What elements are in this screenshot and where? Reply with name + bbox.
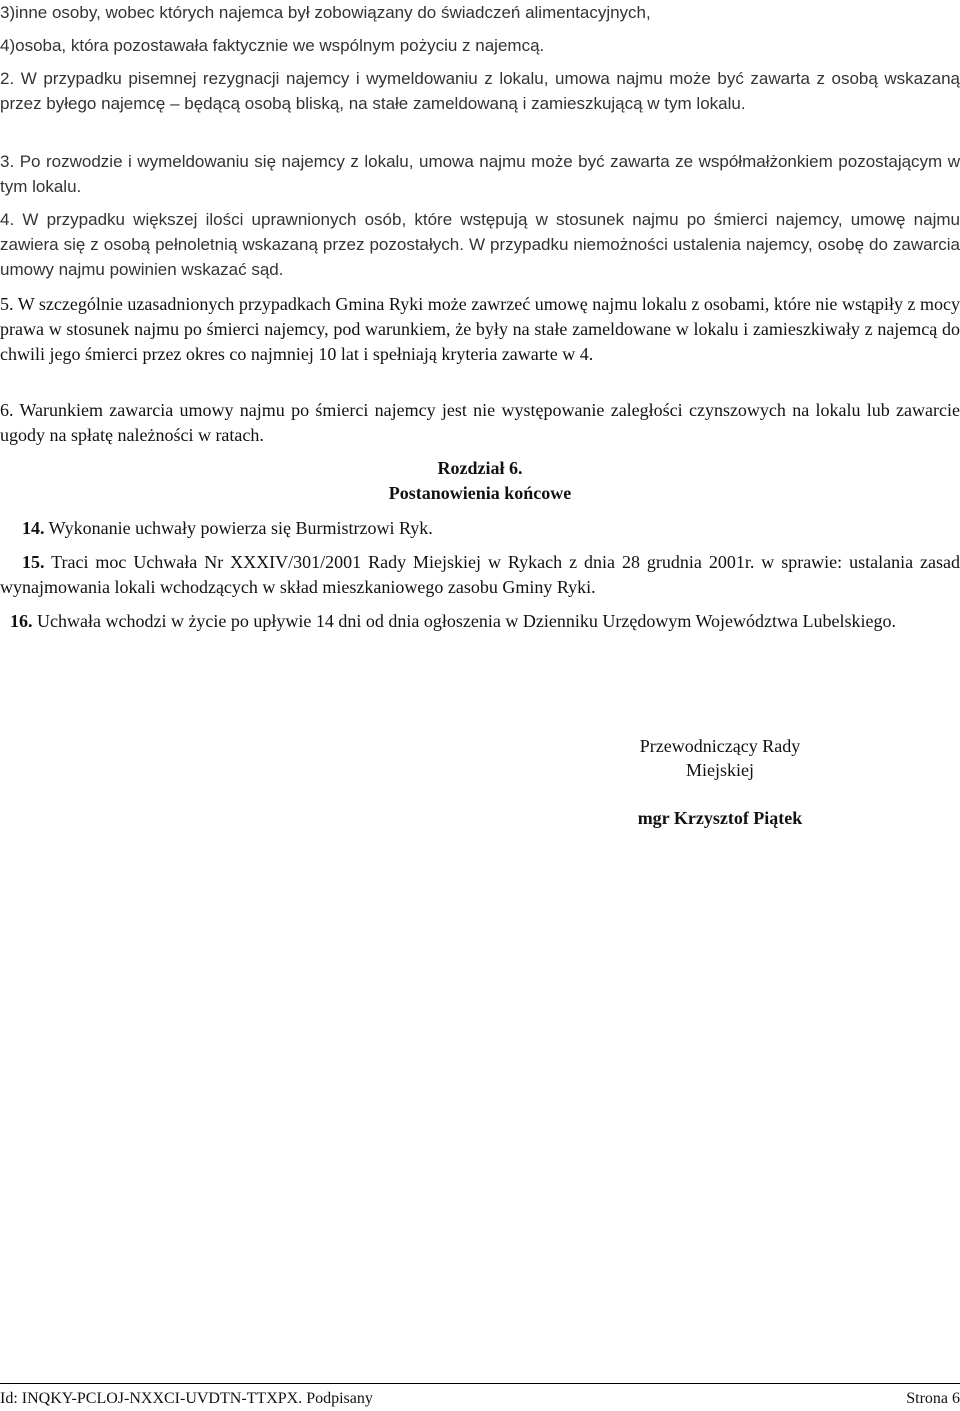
- paragraph-4-text: W przypadku większej ilości uprawnionych osób, które wstępują w stosunek najmu po śmierci najemcy, umowę najmu zawiera się z osobą pełnoletnią wskazaną przez pozostałych. W przypadku niemożności ustalenia najemcy, osobę do zawarcia umowy najmu powinien wskazać sąd.: [0, 210, 960, 279]
- paragraph-5-number: 5.: [0, 294, 14, 314]
- list-item-3: [0, 0, 960, 25]
- paragraph-3-text: Po rozwodzie i wymeldowaniu się najemcy z lokalu, umowa najmu może być zawarta ze współmałżonkiem pozostającym w tym lokalu.: [0, 152, 960, 196]
- section-14: [0, 516, 960, 541]
- chapter-title: Rozdział 6.: [437, 458, 523, 478]
- paragraph-4-number: 4.: [0, 210, 15, 229]
- paragraph-2-text: W przypadku pisemnej rezygnacji najemcy i wymeldowaniu z lokalu, umowa najmu może być zawarta z osobą wskazaną przez byłego najemcę – będącą osobą bliską, na stałe zameldowaną i zamieszkującą w tym lokalu.: [0, 69, 960, 113]
- paragraph-5-text: W szczególnie uzasadnionych przypadkach Gmina Ryki może zawrzeć umowę najmu lokalu z osobami, które nie wstąpiły z mocy prawa w stosunek najmu po śmierci najemcy, pod warunkiem, że były na stałe zameldowane w lokalu i zamieszkiwały z najemcą do chwili jego śmierci przez okres co najmniej 10 lat i spełniają kryteria zawarte w 4.: [0, 294, 960, 364]
- section-14-text: Wykonanie uchwały powierza się Burmistrzowi Ryk.: [44, 518, 433, 538]
- paragraph-6-text: Warunkiem zawarcia umowy najmu po śmierci najemcy jest nie występowanie zaległości czynszowych na lokalu lub zawarcie ugody na spłatę należności w ratach.: [0, 400, 960, 445]
- paragraph-5: [0, 292, 960, 367]
- paragraph-6-number: 6.: [0, 400, 14, 420]
- section-15-text: Traci moc Uchwała Nr XXXIV/301/2001 Rady Miejskiej w Rykach z dnia 28 grudnia 2001r. w sprawie: ustalania zasad wynajmowania lokali wchodzących w skład mieszkaniowego zasobu Gminy Ryki.: [0, 552, 960, 597]
- chapter-subtitle: Postanowienia końcowe: [388, 483, 572, 503]
- list-item-3-text: 3)inne osoby, wobec których najemca był zobowiązany do świadczeń alimentacyjnych,: [0, 3, 651, 22]
- paragraph-4: [0, 207, 960, 282]
- signature-role-line-1: Przewodniczący Rady: [639, 736, 801, 756]
- document-id: Id: INQKY-PCLOJ-NXXCI-UVDTN-TTXPX. Podpisany: [0, 1390, 373, 1407]
- paragraph-2: [0, 66, 960, 116]
- list-item-4-text: 4)osoba, która pozostawała faktycznie we wspólnym pożyciu z najemcą.: [0, 36, 545, 55]
- paragraph-2-number: 2.: [0, 69, 15, 88]
- section-15-number: 15.: [22, 552, 45, 572]
- section-16: [0, 609, 960, 634]
- section-15: [0, 550, 960, 600]
- paragraph-6: [0, 398, 960, 448]
- section-16-text: Uchwała wchodzi w życie po upływie 14 dni od dnia ogłoszenia w Dzienniku Urzędowym Województwa Lubelskiego.: [32, 611, 896, 631]
- signature-name: mgr Krzysztof Piątek: [637, 808, 803, 828]
- section-14-number: 14.: [22, 518, 45, 538]
- section-16-number: 16.: [10, 611, 33, 631]
- list-item-4: [0, 33, 960, 58]
- page-footer: [0, 1386, 960, 1411]
- page-number: Strona 6: [906, 1390, 960, 1407]
- paragraph-3: [0, 149, 960, 199]
- paragraph-3-number: 3.: [0, 152, 15, 171]
- signature-role-line-2: Miejskiej: [686, 760, 754, 780]
- footer-divider: [0, 1383, 960, 1384]
